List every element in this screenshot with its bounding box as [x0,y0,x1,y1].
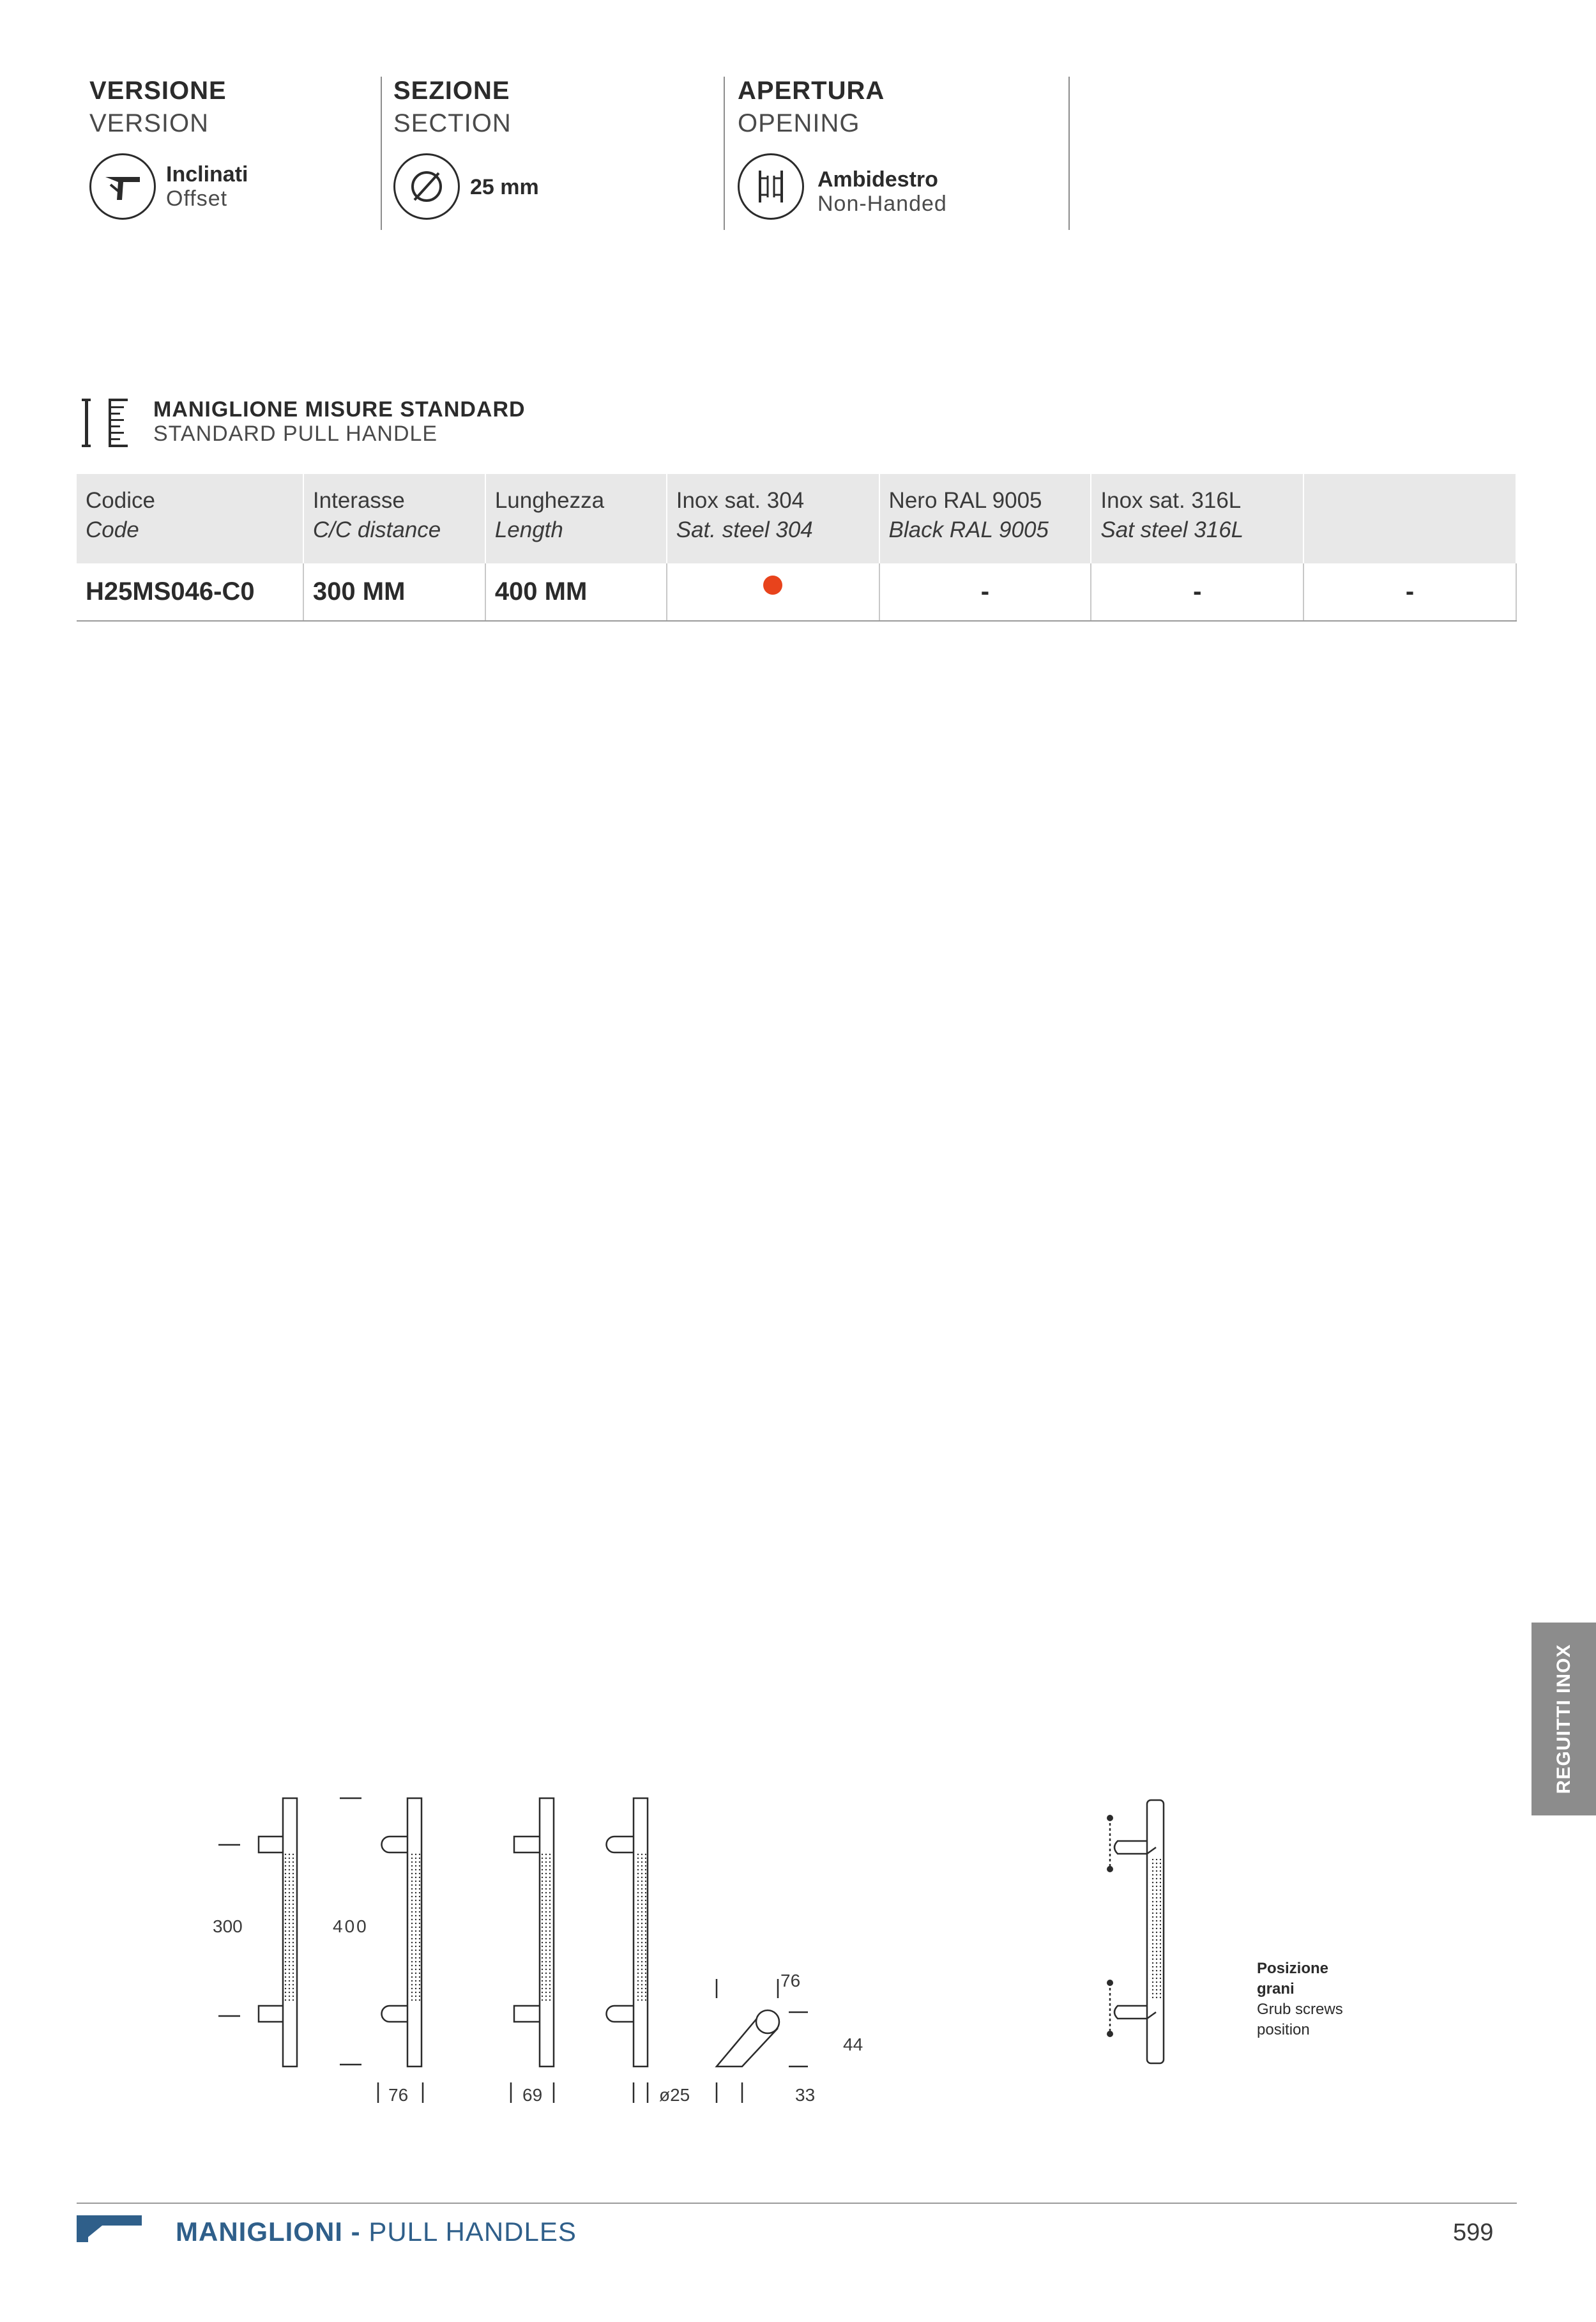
table-cell-extra: - [1303,563,1516,621]
grub-screws-title-1: Posizione [1257,1960,1329,1977]
table-cell-inox316: - [1091,563,1303,621]
grub-screws-en-2: position [1257,2021,1310,2038]
dim-diameter: ø25 [659,2085,690,2105]
table-header-inox304: Inox sat. 304 Sat. steel 304 [667,474,879,563]
spec-section-subtitle: SECTION [393,109,512,137]
spec-version-title: VERSIONE [89,77,227,105]
grub-screws-title-2: grani [1257,1980,1295,1997]
spec-divider [724,77,725,230]
diameter-icon [393,153,460,220]
standard-measure-icon [77,397,134,452]
dim-offset-69: 69 [522,2085,543,2105]
spec-version-value-en: Offset [166,187,228,211]
spec-version-subtitle: VERSION [89,109,209,137]
table-row [77,563,1516,621]
table-cell-cc: 300 MM [303,563,485,621]
dim-top-depth: 44 [843,2035,863,2054]
table-header-inox316: Inox sat. 316L Sat steel 316L [1091,474,1303,563]
table-header-nero: Nero RAL 9005 Black RAL 9005 [879,474,1091,563]
footer-title-light: PULL HANDLES [369,2217,577,2247]
table-header-row [77,474,1516,563]
available-dot-icon [763,576,782,595]
table-header-length: Lunghezza Length [485,474,667,563]
table-cell-inox304 [667,563,879,621]
dim-cc: 300 [213,1916,243,1936]
spec-opening-value: Ambidestro [817,167,938,192]
footer-title-bold: MANIGLIONI [176,2217,343,2247]
standard-sizes-table [77,474,1517,622]
table-header-extra [1303,474,1516,563]
side-tab [1531,1623,1596,1815]
section-title: MANIGLIONE MISURE STANDARD [153,397,526,422]
spec-section-title: SEZIONE [393,77,510,105]
spec-opening-subtitle: OPENING [738,109,860,137]
spec-opening-title: APERTURA [738,77,885,105]
spec-divider [381,77,382,230]
dim-top-width: 76 [780,1971,801,1990]
table-cell-nero: - [879,563,1091,621]
non-handed-icon [738,153,804,220]
table-header-code: Codice Code [77,474,303,563]
offset-handle-icon [89,153,156,220]
reguitti-logo [77,2215,142,2245]
section-subtitle: STANDARD PULL HANDLE [153,422,438,446]
table-cell-length: 400 MM [485,563,667,621]
dim-length: 400 [333,1916,369,1936]
spec-opening-value-en: Non-Handed [817,192,947,216]
grub-screws-drawing [1086,1789,1213,2070]
footer-title [176,2217,577,2247]
page-number: 599 [1453,2219,1494,2246]
table-cell-code: H25MS046-C0 [77,563,303,621]
technical-drawing [192,1776,958,2121]
spec-version-value: Inclinati [166,162,248,187]
footer-title-separator: - [342,2217,369,2247]
side-tab-label: REGUITTI INOX [1553,1644,1574,1794]
table-header-cc: Interasse C/C distance [303,474,485,563]
grub-screws-en-1: Grub screws [1257,2001,1343,2018]
spec-divider [1068,77,1070,230]
dim-offset-76: 76 [388,2085,409,2105]
footer-divider [77,2203,1517,2204]
spec-section-value: 25 mm [470,175,539,199]
dim-top-base: 33 [795,2085,816,2105]
